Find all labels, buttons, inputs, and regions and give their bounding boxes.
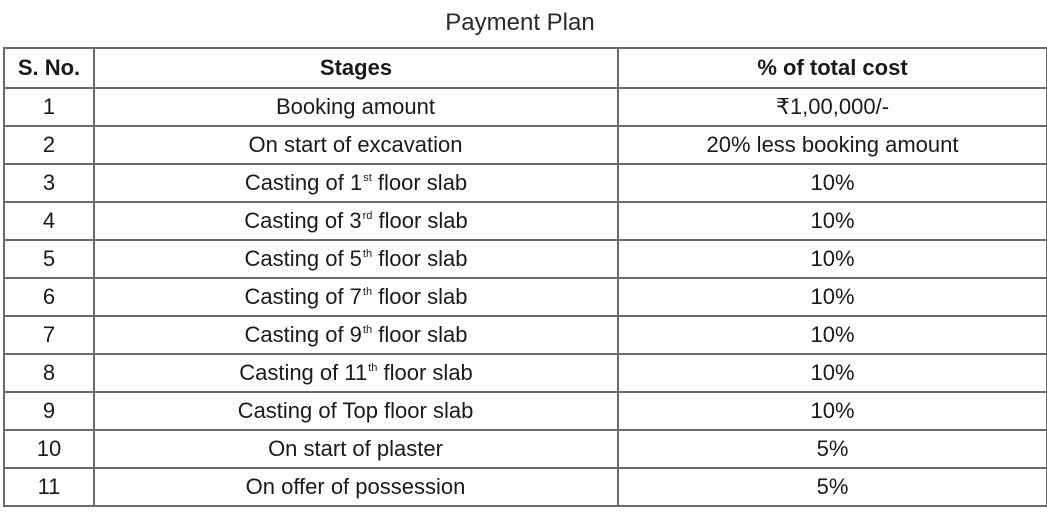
stage-ordinal-suffix: st: [363, 172, 372, 184]
serial-number-cell: 6: [4, 278, 94, 316]
stage-text: On offer of possession: [245, 474, 466, 499]
serial-number-cell: 4: [4, 202, 94, 240]
stage-text: Casting of 7: [244, 284, 362, 309]
cost-cell: 20% less booking amount: [618, 126, 1047, 164]
stage-text-suffix: floor slab: [377, 360, 473, 385]
stage-text-suffix: floor slab: [371, 170, 468, 195]
stage-ordinal-suffix: th: [362, 248, 373, 260]
cost-cell: 10%: [618, 392, 1047, 430]
cost-cell: 10%: [618, 354, 1047, 392]
table-body: [4, 88, 1047, 506]
table-row: [4, 240, 1047, 278]
stage-cell: [94, 392, 618, 430]
cost-cell: 10%: [618, 316, 1047, 354]
column-header-percent-total-cost: % of total cost: [618, 48, 1047, 88]
serial-number-cell: 11: [4, 468, 94, 506]
table-row: [4, 202, 1047, 240]
column-header-serial-number: S. No.: [4, 48, 94, 88]
serial-number-cell: 3: [4, 164, 94, 202]
column-header-stages: Stages: [94, 48, 618, 88]
stage-ordinal-suffix: rd: [362, 210, 373, 222]
stage-text-suffix: floor slab: [372, 246, 468, 271]
cost-cell: 10%: [618, 164, 1047, 202]
payment-plan-table: [3, 47, 1047, 507]
stage-text: Casting of 5: [244, 246, 362, 271]
stage-cell: [94, 316, 618, 354]
stage-text: Casting of 9: [244, 322, 362, 347]
table-header-row: [4, 48, 1047, 88]
stage-text: Casting of 3: [244, 208, 362, 233]
stage-text: On start of excavation: [248, 132, 463, 157]
serial-number-cell: 8: [4, 354, 94, 392]
cost-cell: 10%: [618, 202, 1047, 240]
page-title: Payment Plan: [445, 9, 595, 36]
stage-text: Casting of Top floor slab: [237, 398, 474, 423]
serial-number-cell: 10: [4, 430, 94, 468]
stage-cell: [94, 468, 618, 506]
stage-cell: [94, 278, 618, 316]
serial-number-cell: 1: [4, 88, 94, 126]
cost-cell: 5%: [618, 468, 1047, 506]
serial-number-cell: 2: [4, 126, 94, 164]
table-row: [4, 278, 1047, 316]
stage-ordinal-suffix: th: [362, 286, 373, 298]
stage-cell: [94, 126, 618, 164]
stage-cell: [94, 430, 618, 468]
table-row: [4, 88, 1047, 126]
stage-cell: [94, 354, 618, 392]
table-row: [4, 354, 1047, 392]
cost-cell: 10%: [618, 278, 1047, 316]
table-row: [4, 468, 1047, 506]
stage-cell: [94, 240, 618, 278]
cost-cell: 5%: [618, 430, 1047, 468]
stage-text-suffix: floor slab: [372, 284, 468, 309]
cost-cell: ₹1,00,000/-: [618, 88, 1047, 126]
stage-cell: [94, 88, 618, 126]
stage-ordinal-suffix: th: [362, 324, 373, 336]
stage-text-suffix: floor slab: [372, 322, 468, 347]
table-row: [4, 392, 1047, 430]
table-row: [4, 126, 1047, 164]
stage-cell: [94, 164, 618, 202]
serial-number-cell: 7: [4, 316, 94, 354]
table-row: [4, 430, 1047, 468]
stage-text: Casting of 1: [244, 170, 363, 195]
table-row: [4, 316, 1047, 354]
stage-text: Booking amount: [276, 94, 435, 119]
serial-number-cell: 5: [4, 240, 94, 278]
stage-text-suffix: floor slab: [372, 208, 468, 233]
table-row: [4, 164, 1047, 202]
stage-text: Casting of 11: [239, 360, 368, 385]
stage-ordinal-suffix: th: [368, 362, 378, 374]
serial-number-cell: 9: [4, 392, 94, 430]
stage-cell: [94, 202, 618, 240]
cost-cell: 10%: [618, 240, 1047, 278]
stage-text: On start of plaster: [268, 436, 443, 461]
